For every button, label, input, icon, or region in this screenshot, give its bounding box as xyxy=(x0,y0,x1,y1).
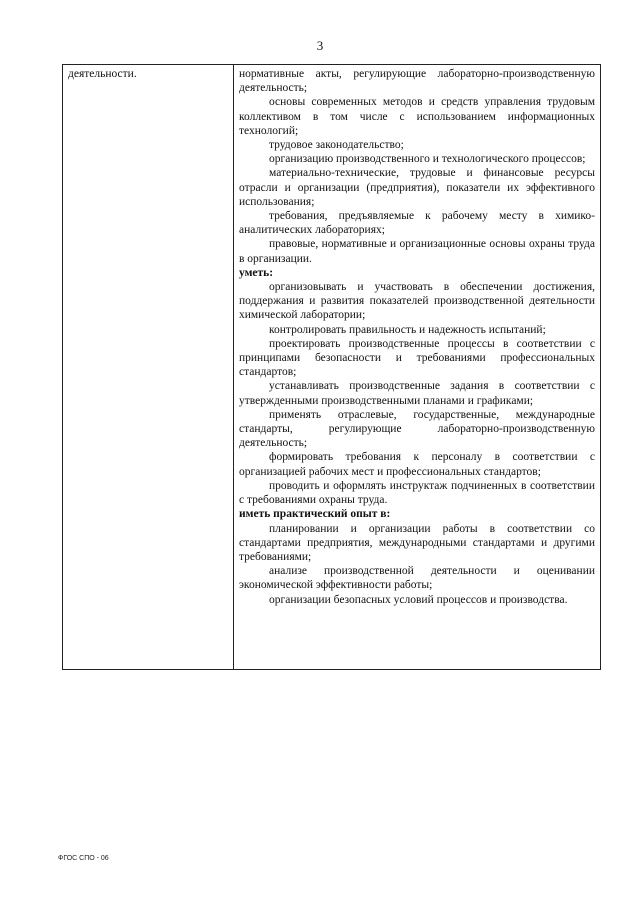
skills-item: проводить и оформлять инструктаж подчиненных в соответствии с требованиями охраны труда. xyxy=(239,479,595,507)
skills-item: устанавливать производственные задания в соответствии с утвержденными производственными планами и графиками; xyxy=(239,380,595,407)
skills-heading: уметь: xyxy=(239,266,274,279)
skills-item: формировать требования к персоналу в соответствии с организацией рабочих мест и профессиональных стандартов; xyxy=(239,451,595,478)
experience-heading: иметь практический опыт в: xyxy=(239,508,391,521)
skills-item: применять отраслевые, государственные, международные стандарты, регулирующие лабораторно-производственную деятельность; xyxy=(239,408,595,450)
skills-item: организовывать и участвовать в обеспечении достижения, поддержания и развития показателей производственной деятельности химической лаборатории; xyxy=(239,281,595,322)
table-right-cell xyxy=(234,65,600,669)
know-item: нормативные акты, регулирующие лабораторно-производственную деятельность; xyxy=(239,68,595,95)
know-item: материально-технические, трудовые и финансовые ресурсы отрасли и организации (предприятия), показатели их эффективного использования; xyxy=(239,167,595,208)
table-left-cell xyxy=(63,65,234,669)
skills-item: контролировать правильность и надежность испытаний; xyxy=(269,323,546,336)
footer-label: ФГОС СПО - 06 xyxy=(58,855,109,862)
left-cell-text: деятельности. xyxy=(68,68,137,80)
know-item: правовые, нормативные и организационные основы охраны труда в организации. xyxy=(239,238,595,265)
know-item: организацию производственного и технологического процессов; xyxy=(269,153,586,166)
know-item: требования, предъявляемые к рабочему месту в химико-аналитических лабораториях; xyxy=(239,210,595,237)
experience-item: организации безопасных условий процессов и производства. xyxy=(269,593,568,606)
experience-item: планировании и организации работы в соответствии со стандартами предприятия, международными стандартами и другими требованиями; xyxy=(239,522,595,563)
skills-item: проектировать производственные процессы в соответствии с принципами безопасности и требованиями профессиональных стандартов; xyxy=(239,337,595,379)
know-item: основы современных методов и средств управления трудовым коллективом в том числе с использованием информационных технологий; xyxy=(239,96,595,137)
page-number: 3 xyxy=(316,38,324,53)
know-item: трудовое законодательство; xyxy=(269,139,404,152)
experience-item: анализе производственной деятельности и оценивании экономической эффективности работы; xyxy=(239,565,595,592)
requirements-table xyxy=(62,64,601,670)
